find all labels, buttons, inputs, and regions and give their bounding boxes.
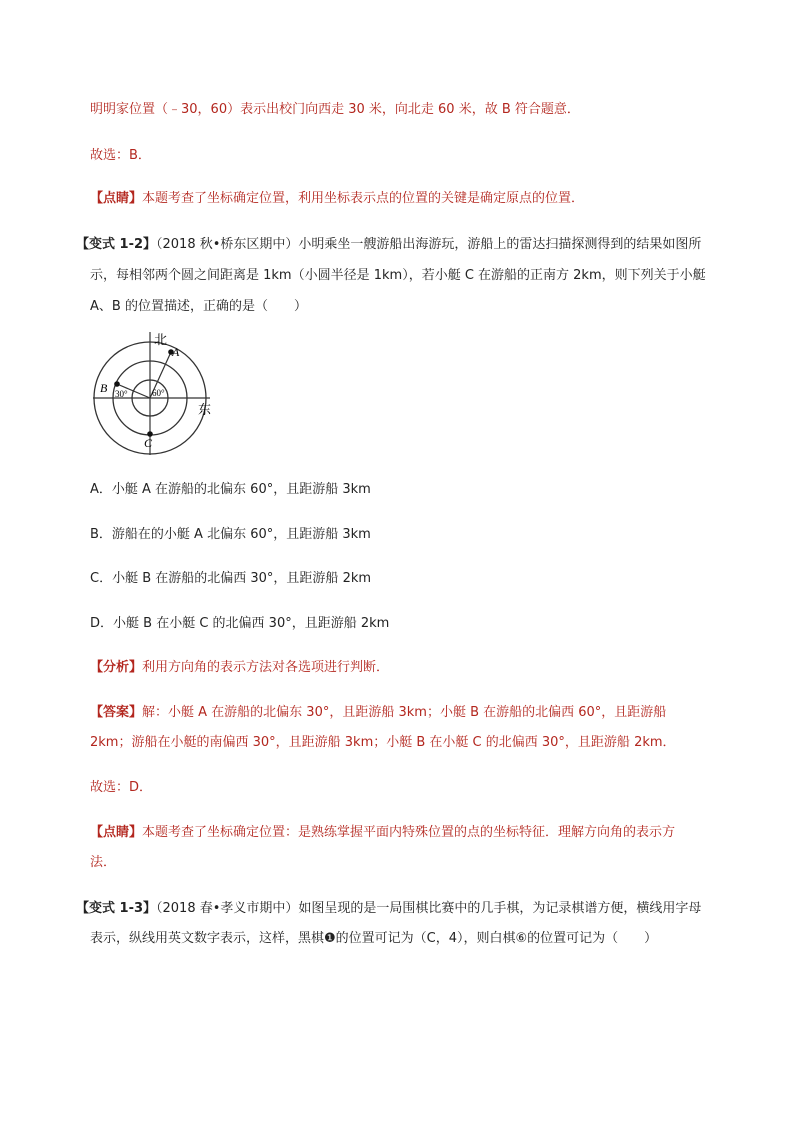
radar-diagram	[88, 330, 218, 455]
analysis	[90, 659, 389, 677]
option-b: B．游船在的小艇 A 北偏东 60°，且距游船 3km	[90, 527, 371, 542]
q12-comment-text-1: 本题考查了坐标确定位置：是熟练掌握平面内特殊位置的点的坐标特征．理解方向角的表示方	[142, 825, 676, 840]
q13-tag: 【变式 1-3】	[76, 901, 157, 916]
comment-tag: 【点睛】	[90, 191, 143, 206]
q12-comment-line-1	[90, 824, 675, 842]
label-a: A	[172, 345, 180, 359]
q12-line-1	[76, 236, 701, 254]
option-c: C．小艇 B 在游船的北偏西 30°，且距游船 2km	[90, 571, 372, 586]
option-a: A．小艇 A 在游船的北偏东 60°，且距游船 3km	[90, 482, 371, 497]
north-label: 北	[154, 332, 168, 347]
q12-tag: 【变式 1-2】	[76, 237, 157, 252]
q13-text-1: （2018 春•孝义市期中）如图呈现的是一局围棋比赛中的几手棋，为记录棋谱方便，横线用字母	[156, 901, 702, 916]
angle-60-label: 60°	[152, 388, 165, 398]
analysis-text: 利用方向角的表示方法对各选项进行判断．	[142, 660, 390, 675]
answer-line-2: 2km；游船在小艇的南偏西 30°，且距游船 3km；小艇 B 在小艇 C 的北偏西 30°，且距游船 2km．	[90, 735, 676, 750]
prev-choice-line: 故选：B．	[90, 148, 151, 163]
q12-line-2: 示，每相邻两个圆之间距离是 1km（小圆半径是 1km），若小艇 C 在游船的正南方 2km，则下列关于小艇	[90, 268, 706, 283]
q12-line-3: A、B 的位置描述，正确的是（ ）	[90, 299, 307, 314]
answer-choice: 故选：D．	[90, 780, 153, 795]
answer-text-1: 解：小艇 A 在游船的北偏东 30°，且距游船 3km；小艇 B 在游船的北偏西 60°，且距游船	[142, 705, 667, 720]
q13-line-1	[76, 900, 701, 918]
comment-text: 本题考查了坐标确定位置，利用坐标表示点的位置的关键是确定原点的位置．	[142, 191, 585, 206]
answer-tag: 【答案】	[90, 705, 143, 720]
prev-comment	[90, 190, 584, 208]
q12-text-1: （2018 秋•桥东区期中）小明乘坐一艘游船出海游玩，游船上的雷达扫描探测得到的结果如图所	[156, 237, 702, 252]
q12-comment-line-2: 法．	[90, 855, 117, 870]
analysis-tag: 【分析】	[90, 660, 143, 675]
label-c: C	[144, 436, 153, 450]
label-b: B	[100, 381, 108, 395]
q13-line-2: 表示，纵线用英文数字表示，这样，黑棋❶的位置可记为（C，4），则白棋⑥的位置可记为（ ）	[90, 931, 658, 946]
answer-line-1	[90, 704, 666, 722]
option-d: D．小艇 B 在小艇 C 的北偏西 30°，且距游船 2km	[90, 616, 390, 631]
prev-solution-line: 明明家位置（﹣30，60）表示出校门向西走 30 米，向北走 60 米，故 B 符合题意．	[90, 102, 580, 117]
east-label: 东	[198, 402, 212, 417]
q12-comment-tag: 【点睛】	[90, 825, 143, 840]
point-b	[114, 381, 120, 387]
angle-30-label: 30°	[115, 389, 128, 399]
